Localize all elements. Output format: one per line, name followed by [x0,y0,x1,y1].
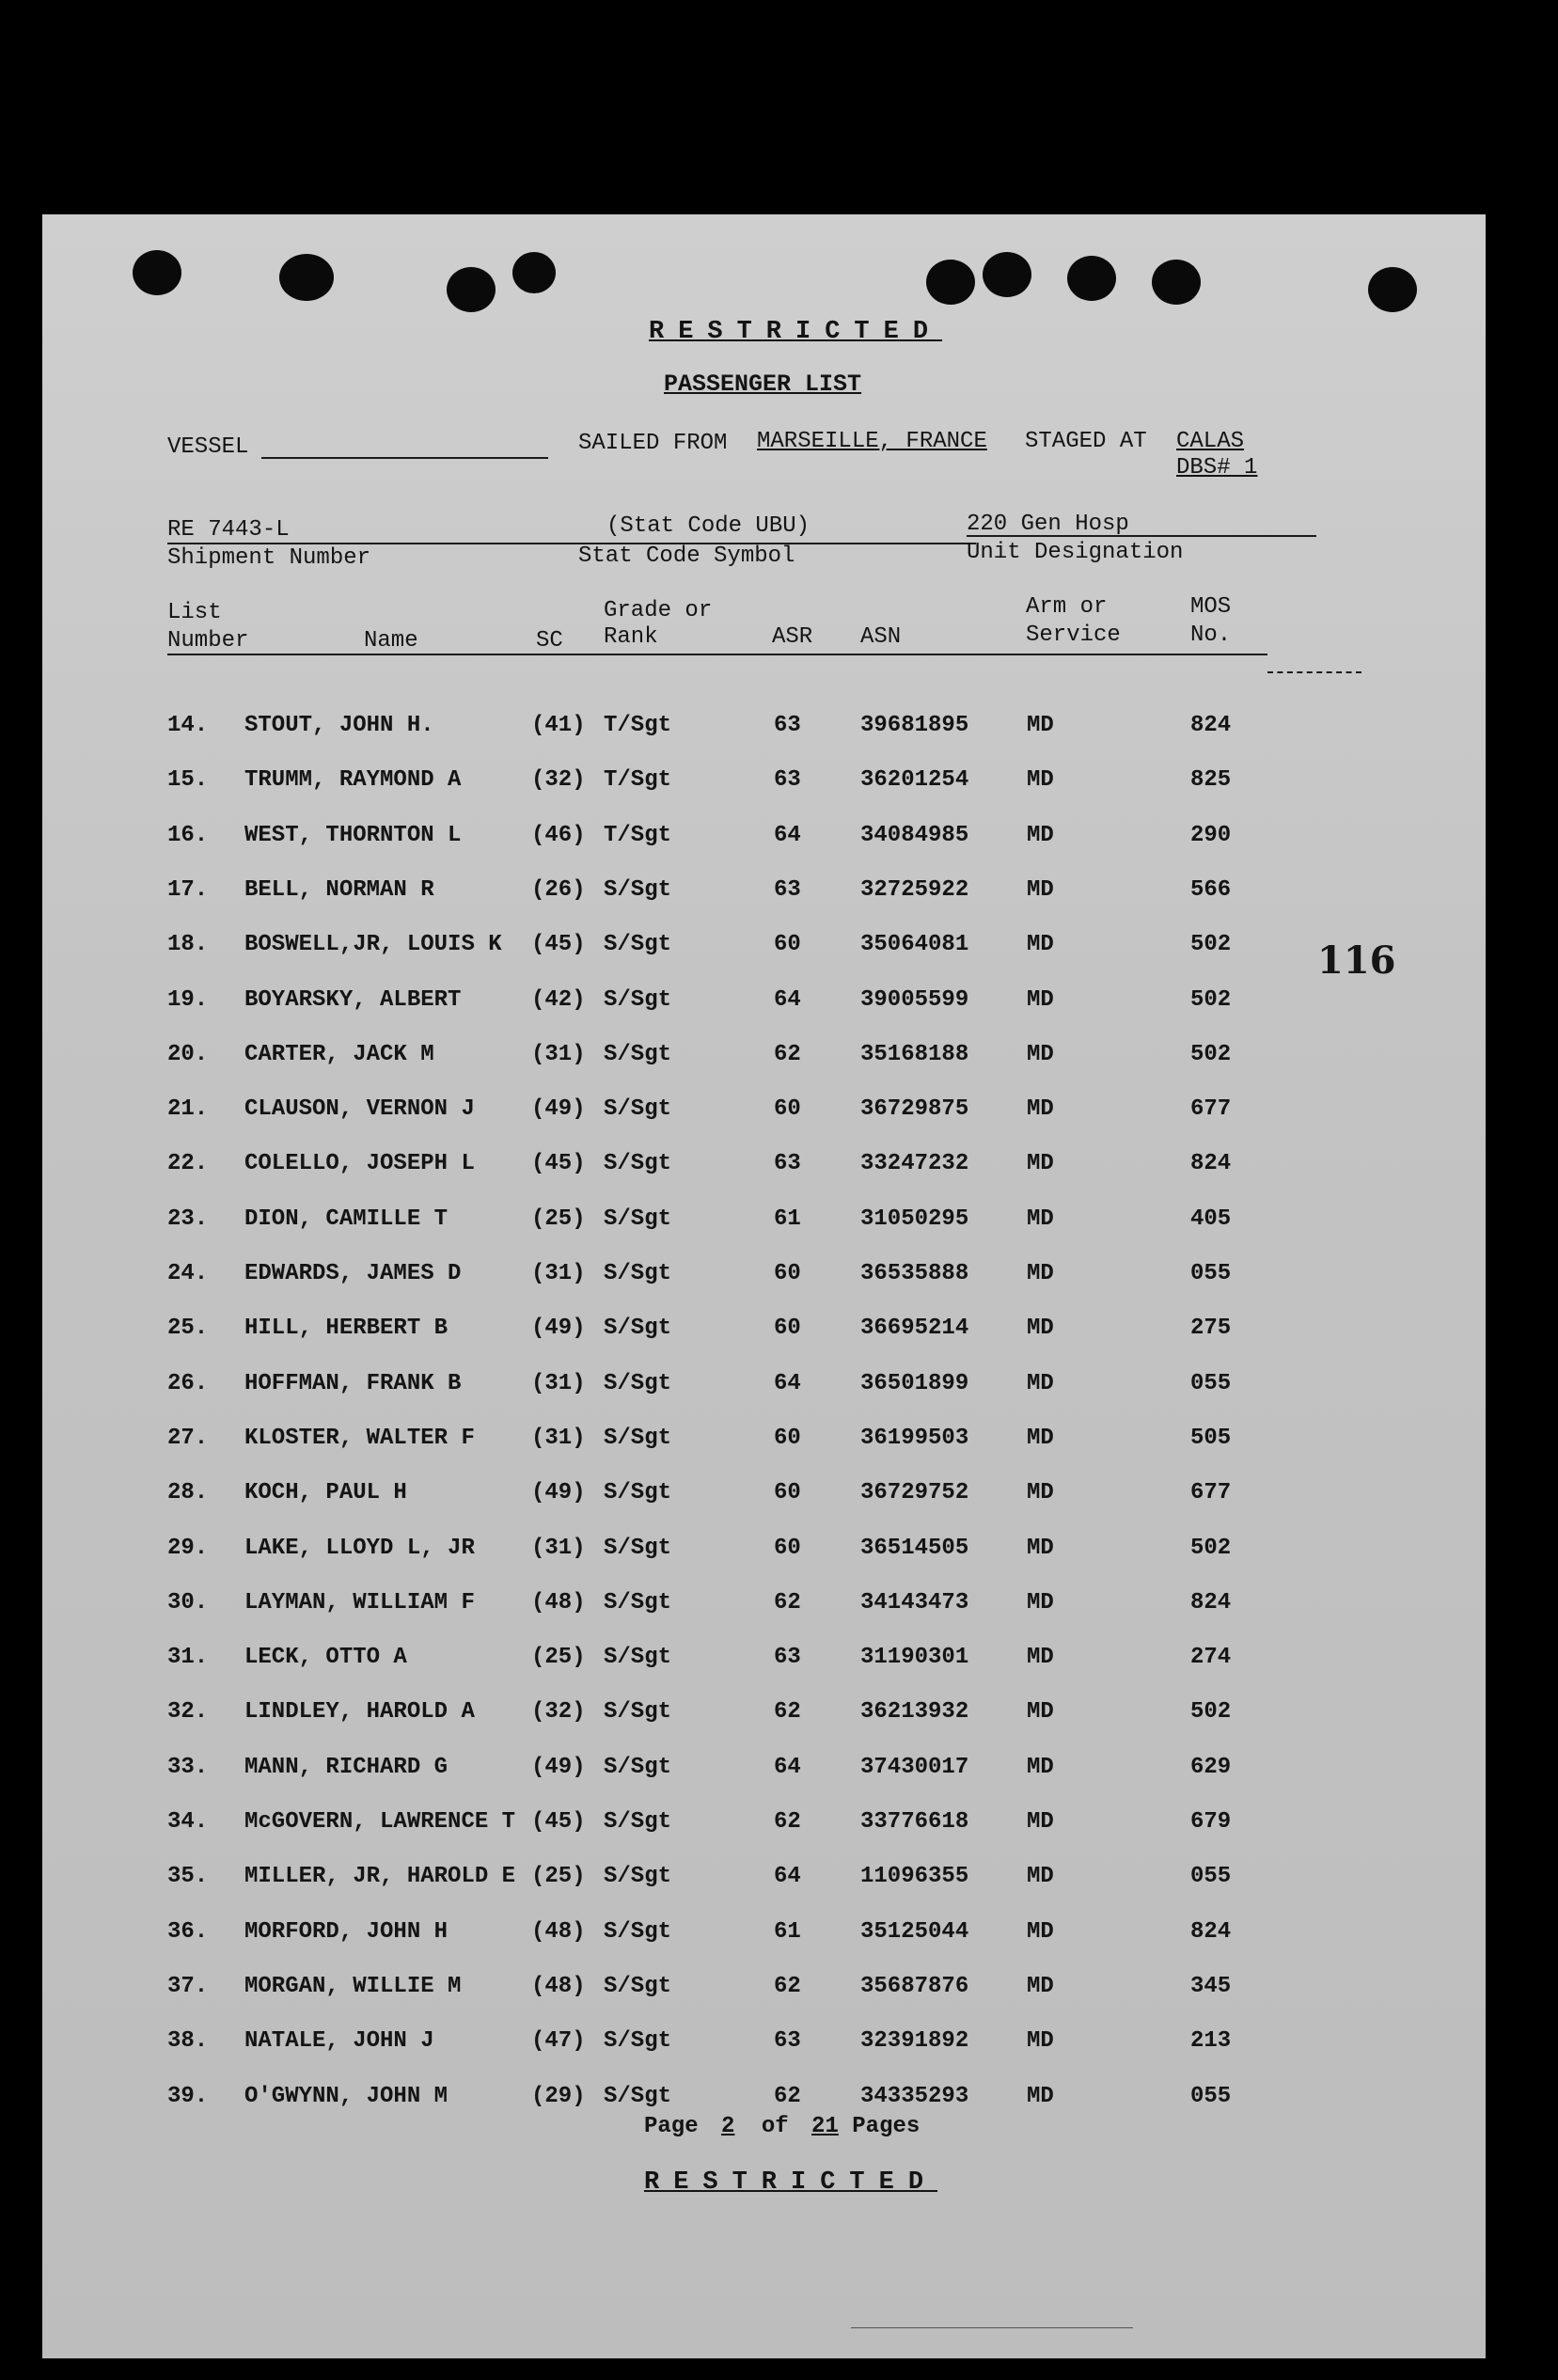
cell-sc: (31) [531,1425,586,1451]
cell-mos: 502 [1190,986,1232,1013]
cell-list-number: 28. [167,1480,209,1506]
cell-sc: (48) [531,1589,586,1616]
cell-arm-service: MD [1027,1973,1054,1999]
cell-asn: 33776618 [860,1809,969,1835]
punch-hole-8 [1152,260,1201,305]
page-indicator [644,2114,920,2139]
sailed-label: SAILED FROM [578,431,728,456]
cell-arm-service: MD [1027,1480,1054,1506]
cell-asn: 34084985 [860,822,969,848]
cell-arm-service: MD [1027,1809,1054,1835]
cell-asn: 36729752 [860,1480,969,1506]
cell-asr: 60 [774,1096,801,1123]
table-row [42,1645,1486,1682]
table-row [42,1699,1486,1737]
side-number-stamp: 116 [1317,938,1396,983]
cell-asn: 36501899 [860,1370,969,1396]
cell-name: LAKE, LLOYD L, JR [244,1535,475,1561]
cell-sc: (26) [531,876,586,903]
cell-name: DION, CAMILLE T [244,1206,449,1232]
cell-name: STOUT, JOHN H. [244,713,434,738]
cell-asr: 62 [774,1041,801,1067]
col-name: Name [364,628,418,654]
cell-rank: T/Sgt [604,822,672,848]
cell-name: BELL, NORMAN R [244,876,434,903]
unit-line [967,535,1316,537]
cell-list-number: 24. [167,1261,209,1286]
cell-rank: S/Sgt [604,1809,672,1835]
table-row [42,1480,1486,1518]
cell-list-number: 14. [167,713,209,738]
cell-mos: 502 [1190,1699,1232,1726]
cell-rank: S/Sgt [604,1261,672,1286]
cell-asn: 33247232 [860,1151,969,1177]
cell-list-number: 36. [167,1918,209,1945]
cell-mos: 405 [1190,1206,1232,1232]
cell-asn: 35168188 [860,1041,969,1067]
table-row [42,1919,1486,1957]
cell-arm-service: MD [1027,2083,1054,2109]
cell-name: McGOVERN, LAWRENCE T [244,1809,516,1835]
cell-arm-service: MD [1027,1206,1054,1232]
cell-arm-service: MD [1027,1645,1054,1671]
table-row [42,2028,1486,2066]
cell-mos: 290 [1190,822,1232,848]
cell-asr: 62 [774,1973,801,1999]
cell-sc: (31) [531,1261,586,1286]
stat-code-label: Stat Code Symbol [578,544,795,569]
cell-list-number: 26. [167,1370,209,1396]
cell-mos: 677 [1190,1096,1232,1123]
cell-asr: 64 [774,1754,801,1780]
cell-rank: S/Sgt [604,1041,672,1067]
table-row [42,823,1486,860]
page-label: Page [644,2114,699,2139]
cell-name: MORGAN, WILLIE M [244,1973,462,1999]
header-restricted: RESTRICTED [649,318,943,346]
col-grade-2: Rank [604,624,658,650]
cell-asr: 61 [774,1918,801,1945]
cell-rank: T/Sgt [604,767,672,794]
cell-arm-service: MD [1027,876,1054,903]
shipment-number-label: Shipment Number [167,545,371,571]
cell-asn: 39005599 [860,986,969,1013]
cell-list-number: 39. [167,2083,209,2109]
cell-mos: 679 [1190,1809,1232,1835]
cell-arm-service: MD [1027,986,1054,1013]
cell-name: LINDLEY, HAROLD A [244,1699,475,1726]
cell-rank: S/Sgt [604,876,672,903]
cell-mos: 505 [1190,1425,1232,1451]
cell-sc: (25) [531,1864,586,1890]
page-of: of [761,2114,789,2139]
cell-list-number: 23. [167,1206,209,1232]
table-row [42,1426,1486,1463]
table-row [42,987,1486,1025]
cell-mos: 055 [1190,1370,1232,1396]
cell-asr: 64 [774,986,801,1013]
cell-sc: (45) [531,1151,586,1177]
cell-asn: 34143473 [860,1589,969,1616]
cell-mos: 055 [1190,1864,1232,1890]
cell-arm-service: MD [1027,1699,1054,1726]
cell-asn: 32391892 [860,2028,969,2055]
cell-mos: 824 [1190,1151,1232,1177]
table-row [42,1809,1486,1847]
cell-list-number: 33. [167,1754,209,1780]
cell-mos: 502 [1190,1041,1232,1067]
cell-arm-service: MD [1027,1864,1054,1890]
cell-arm-service: MD [1027,932,1054,958]
punch-hole-9 [1368,267,1417,312]
cell-rank: S/Sgt [604,1480,672,1506]
cell-asr: 60 [774,932,801,958]
cell-rank: S/Sgt [604,1535,672,1561]
page-total: 21 [811,2114,839,2139]
cell-mos: 274 [1190,1645,1232,1671]
table-row [42,877,1486,915]
cell-name: HOFFMAN, FRANK B [244,1370,462,1396]
cell-asr: 60 [774,1425,801,1451]
vessel-label: VESSEL [167,434,249,460]
cell-rank: S/Sgt [604,1645,672,1671]
cell-name: HILL, HERBERT B [244,1316,449,1342]
col-list-2: Number [167,628,249,654]
cell-asr: 60 [774,1480,801,1506]
cell-mos: 275 [1190,1316,1232,1342]
cell-rank: S/Sgt [604,2083,672,2109]
cell-rank: S/Sgt [604,1754,672,1780]
col-asr: ASR [772,624,813,650]
cell-asn: 36729875 [860,1096,969,1123]
cell-rank: S/Sgt [604,1918,672,1945]
cell-mos: 566 [1190,876,1232,903]
cell-name: LAYMAN, WILLIAM F [244,1589,475,1616]
cell-sc: (49) [531,1754,586,1780]
cell-rank: T/Sgt [604,713,672,738]
cell-mos: 345 [1190,1973,1232,1999]
cell-sc: (48) [531,1918,586,1945]
table-row [42,1864,1486,1901]
cell-sc: (45) [531,1809,586,1835]
cell-sc: (49) [531,1096,586,1123]
cell-arm-service: MD [1027,1425,1054,1451]
cell-list-number: 29. [167,1535,209,1561]
cell-name: MILLER, JR, HAROLD E [244,1864,516,1890]
cell-mos: 055 [1190,1261,1232,1286]
cell-name: BOSWELL,JR, LOUIS K [244,932,502,958]
cell-sc: (32) [531,767,586,794]
table-row [42,1371,1486,1409]
cell-arm-service: MD [1027,1535,1054,1561]
table-row [42,932,1486,969]
cell-rank: S/Sgt [604,1425,672,1451]
cell-rank: S/Sgt [604,932,672,958]
cell-mos: 824 [1190,1589,1232,1616]
cell-asn: 35125044 [860,1918,969,1945]
cell-asr: 64 [774,1864,801,1890]
cell-arm-service: MD [1027,713,1054,738]
col-arm-1: Arm or [1026,594,1108,620]
cell-name: TRUMM, RAYMOND A [244,767,462,794]
cell-name: KLOSTER, WALTER F [244,1425,475,1451]
col-list-1: List [167,600,222,625]
cell-mos: 502 [1190,1535,1232,1561]
cell-asr: 62 [774,1699,801,1726]
footer-restricted: RESTRICTED [644,2168,938,2197]
cell-rank: S/Sgt [604,1864,672,1890]
cell-arm-service: MD [1027,1918,1054,1945]
cell-sc: (31) [531,1041,586,1067]
vessel-value-line [261,457,548,459]
cell-list-number: 35. [167,1864,209,1890]
unit-label: Unit Designation [967,540,1184,565]
cell-rank: S/Sgt [604,2028,672,2055]
table-row [42,1755,1486,1792]
cell-list-number: 21. [167,1096,209,1123]
table-row [42,1151,1486,1189]
cell-list-number: 15. [167,767,209,794]
cell-asr: 64 [774,1370,801,1396]
punch-hole-5 [926,260,975,305]
staged-value-1: CALAS [1176,429,1245,454]
cell-asn: 36535888 [860,1261,969,1286]
cell-list-number: 32. [167,1699,209,1726]
cell-sc: (25) [531,1206,586,1232]
cell-rank: S/Sgt [604,986,672,1013]
cell-asn: 32725922 [860,876,969,903]
cell-mos: 825 [1190,767,1232,794]
punch-hole-4 [512,252,556,293]
cell-sc: (48) [531,1973,586,1999]
cell-list-number: 34. [167,1809,209,1835]
punch-hole-1 [133,250,181,295]
cell-sc: (42) [531,986,586,1013]
cell-asn: 36201254 [860,767,969,794]
cell-mos: 629 [1190,1754,1232,1780]
cell-asr: 63 [774,767,801,794]
document-page [42,214,1486,2358]
cell-asn: 31050295 [860,1206,969,1232]
cell-list-number: 19. [167,986,209,1013]
punch-hole-6 [983,252,1031,297]
document-title: PASSENGER LIST [664,370,862,398]
cell-list-number: 17. [167,876,209,903]
cell-asr: 61 [774,1206,801,1232]
cell-name: EDWARDS, JAMES D [244,1261,462,1286]
cell-asn: 37430017 [860,1754,969,1780]
cell-rank: S/Sgt [604,1973,672,1999]
cell-list-number: 37. [167,1973,209,1999]
cell-rank: S/Sgt [604,1699,672,1726]
punch-hole-3 [447,267,496,312]
col-mos-1: MOS [1190,594,1232,620]
cell-asn: 36695214 [860,1316,969,1342]
cell-rank: S/Sgt [604,1370,672,1396]
cell-asr: 62 [774,1809,801,1835]
pages-label: Pages [852,2114,921,2139]
table-row [42,1096,1486,1134]
cell-arm-service: MD [1027,1370,1054,1396]
cell-asr: 62 [774,2083,801,2109]
cell-list-number: 25. [167,1316,209,1342]
cell-list-number: 31. [167,1645,209,1671]
cell-asr: 64 [774,822,801,848]
cell-mos: 677 [1190,1480,1232,1506]
header-rule [167,654,1267,655]
table-row [42,1261,1486,1299]
cell-name: CARTER, JACK M [244,1041,434,1067]
cell-rank: S/Sgt [604,1206,672,1232]
cell-sc: (49) [531,1480,586,1506]
table-row [42,767,1486,805]
cell-sc: (31) [531,1535,586,1561]
bottom-scratch [851,2327,1133,2328]
table-row [42,713,1486,750]
cell-arm-service: MD [1027,767,1054,794]
cell-arm-service: MD [1027,1151,1054,1177]
cell-asn: 35064081 [860,932,969,958]
cell-asr: 60 [774,1261,801,1286]
sailed-value: MARSEILLE, FRANCE [757,429,987,454]
col-arm-2: Service [1026,623,1121,648]
cell-list-number: 18. [167,932,209,958]
cell-rank: S/Sgt [604,1316,672,1342]
cell-list-number: 20. [167,1041,209,1067]
table-row [42,1042,1486,1080]
table-row [42,1316,1486,1353]
cell-asr: 63 [774,713,801,738]
cell-rank: S/Sgt [604,1589,672,1616]
cell-asn: 39681895 [860,713,969,738]
cell-rank: S/Sgt [604,1151,672,1177]
col-sc: SC [536,628,563,654]
cell-sc: (46) [531,822,586,848]
cell-mos: 502 [1190,932,1232,958]
cell-mos: 824 [1190,713,1232,738]
cell-asr: 62 [774,1589,801,1616]
cell-arm-service: MD [1027,1316,1054,1342]
cell-list-number: 16. [167,822,209,848]
punch-hole-7 [1067,256,1116,301]
cell-name: BOYARSKY, ALBERT [244,986,462,1013]
stat-code-value: (Stat Code UBU) [606,513,810,539]
cell-asr: 63 [774,876,801,903]
staged-value-2: DBS# 1 [1176,455,1258,481]
header-rule-dashed [1267,671,1361,673]
cell-sc: (31) [531,1370,586,1396]
col-grade-1: Grade or [604,598,713,623]
cell-sc: (45) [531,932,586,958]
cell-arm-service: MD [1027,1589,1054,1616]
cell-asn: 31190301 [860,1645,969,1671]
cell-asn: 11096355 [860,1864,969,1890]
table-row [42,1974,1486,2011]
cell-name: CLAUSON, VERNON J [244,1096,475,1123]
cell-name: MORFORD, JOHN H [244,1918,449,1945]
shipment-line [167,543,976,544]
cell-asr: 63 [774,1645,801,1671]
cell-sc: (29) [531,2083,586,2109]
cell-name: KOCH, PAUL H [244,1480,407,1506]
cell-asn: 36213932 [860,1699,969,1726]
cell-sc: (47) [531,2028,586,2055]
table-row [42,1206,1486,1244]
cell-sc: (41) [531,713,586,738]
table-row [42,1590,1486,1628]
cell-asr: 60 [774,1535,801,1561]
cell-asn: 36514505 [860,1535,969,1561]
cell-asr: 63 [774,1151,801,1177]
cell-arm-service: MD [1027,1096,1054,1123]
staged-label: STAGED AT [1025,429,1147,454]
cell-name: COLELLO, JOSEPH L [244,1151,475,1177]
punch-hole-2 [279,254,334,301]
cell-arm-service: MD [1027,1041,1054,1067]
cell-arm-service: MD [1027,1754,1054,1780]
cell-list-number: 27. [167,1425,209,1451]
cell-sc: (25) [531,1645,586,1671]
cell-sc: (49) [531,1316,586,1342]
cell-name: LECK, OTTO A [244,1645,407,1671]
cell-asr: 60 [774,1316,801,1342]
unit-value: 220 Gen Hosp [967,512,1129,537]
cell-name: WEST, THORNTON L [244,822,462,848]
cell-mos: 824 [1190,1918,1232,1945]
cell-name: MANN, RICHARD G [244,1754,449,1780]
cell-asn: 36199503 [860,1425,969,1451]
cell-sc: (32) [531,1699,586,1726]
cell-asr: 63 [774,2028,801,2055]
cell-arm-service: MD [1027,1261,1054,1286]
cell-asn: 34335293 [860,2083,969,2109]
cell-list-number: 38. [167,2028,209,2055]
col-mos-2: No. [1190,623,1232,648]
cell-mos: 055 [1190,2083,1232,2109]
cell-list-number: 30. [167,1589,209,1616]
table-row [42,1536,1486,1573]
cell-rank: S/Sgt [604,1096,672,1123]
cell-asn: 35687876 [860,1973,969,1999]
cell-arm-service: MD [1027,822,1054,848]
cell-name: O'GWYNN, JOHN M [244,2083,449,2109]
col-asn: ASN [860,624,902,650]
shipment-number-value: RE 7443-L [167,517,290,543]
page-current: 2 [721,2114,735,2139]
cell-arm-service: MD [1027,2028,1054,2055]
cell-name: NATALE, JOHN J [244,2028,434,2055]
cell-list-number: 22. [167,1151,209,1177]
cell-mos: 213 [1190,2028,1232,2055]
